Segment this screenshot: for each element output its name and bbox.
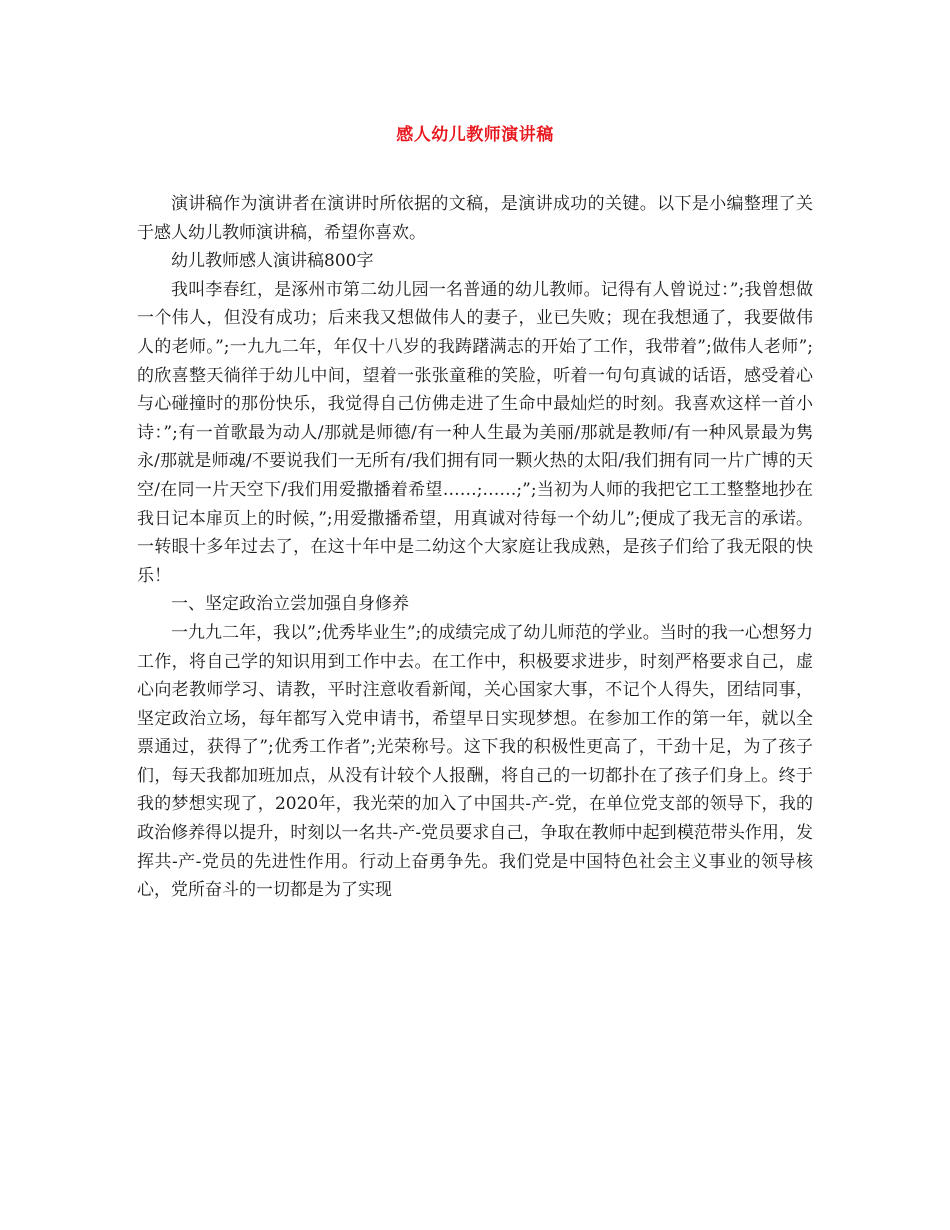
intro-paragraph: 演讲稿作为演讲者在演讲时所依据的文稿，是演讲成功的关键。以下是小编整理了关于感人幼儿教师演讲稿，希望你喜欢。 [137,194,813,243]
document-title: 感人幼儿教师演讲稿 [396,125,554,145]
speech-subtitle: 幼儿教师感人演讲稿800字 [171,251,374,272]
section-heading: 一、坚定政治立尝加强自身修养 [171,594,409,615]
document-body [137,190,813,905]
speech-paragraph: 一九九二年，我以”;优秀毕业生”;的成绩完成了幼儿师范的学业。当时的我一心想努力工作，将自己学的知识用到工作中去。在工作中，积极要求进步，时刻严格要求自己，虚心向老教师学习、请教，平时注意收看新闻，关心国家大事，不记个人得失，团结同事，坚定政治立场，每年都写入党申请书，希望早日实现梦想。在参加工作的第一年，就以全票通过，获得了”;优秀工作者”;光荣称号。这下我的积极性更高了，干劲十足，为了孩子们，每天我都加班加点，从没有计较个人报酬，将自己的一切都扑在了孩子们身上。终于我的梦想实现了，2020年，我光荣的加入了中国共-产-党，在单位党支部的领导下，我的政治修养得以提升，时刻以一名共-产-党员要求自己，争取在教师中起到模范带头作用，发挥共-产-党员的先进性作用。行动上奋勇争先。我们党是中国特色社会主义事业的领导核心，党所奋斗的一切都是为了实现 [137,622,813,901]
speech-paragraph: 我叫李春红，是涿州市第二幼儿园一名普通的幼儿教师。记得有人曾说过：”;我曾想做一个伟人，但没有成功；后来我又想做伟人的妻子，业已失败；现在我想通了，我要做伟人的老师。”;一九九二年，年仅十八岁的我踌躇满志的开始了工作，我带着”;做伟人老师”;的欣喜整天徜徉于幼儿中间，望着一张张童稚的笑脸，听着一句句真诚的话语，感受着心与心碰撞时的那份快乐，我觉得自己仿佛走进了生命中最灿烂的时刻。我喜欢这样一首小诗：”;有一首歌最为动人/那就是师德/有一种人生最为美丽/那就是教师/有一种风景最为隽永/那就是师魂/不要说我们一无所有/我们拥有同一颗火热的太阳/我们拥有同一片广博的天空/在同一片天空下/我们用爱撒播着希望……;……;”;当初为人师的我把它工工整整地抄在我日记本扉页上的时候，”;用爱撒播希望，用真诚对待每一个幼儿”;便成了我无言的承诺。一转眼十多年过去了，在这十年中是二幼这个大家庭让我成熟，是孩子们给了我无限的快乐！ [137,279,813,586]
